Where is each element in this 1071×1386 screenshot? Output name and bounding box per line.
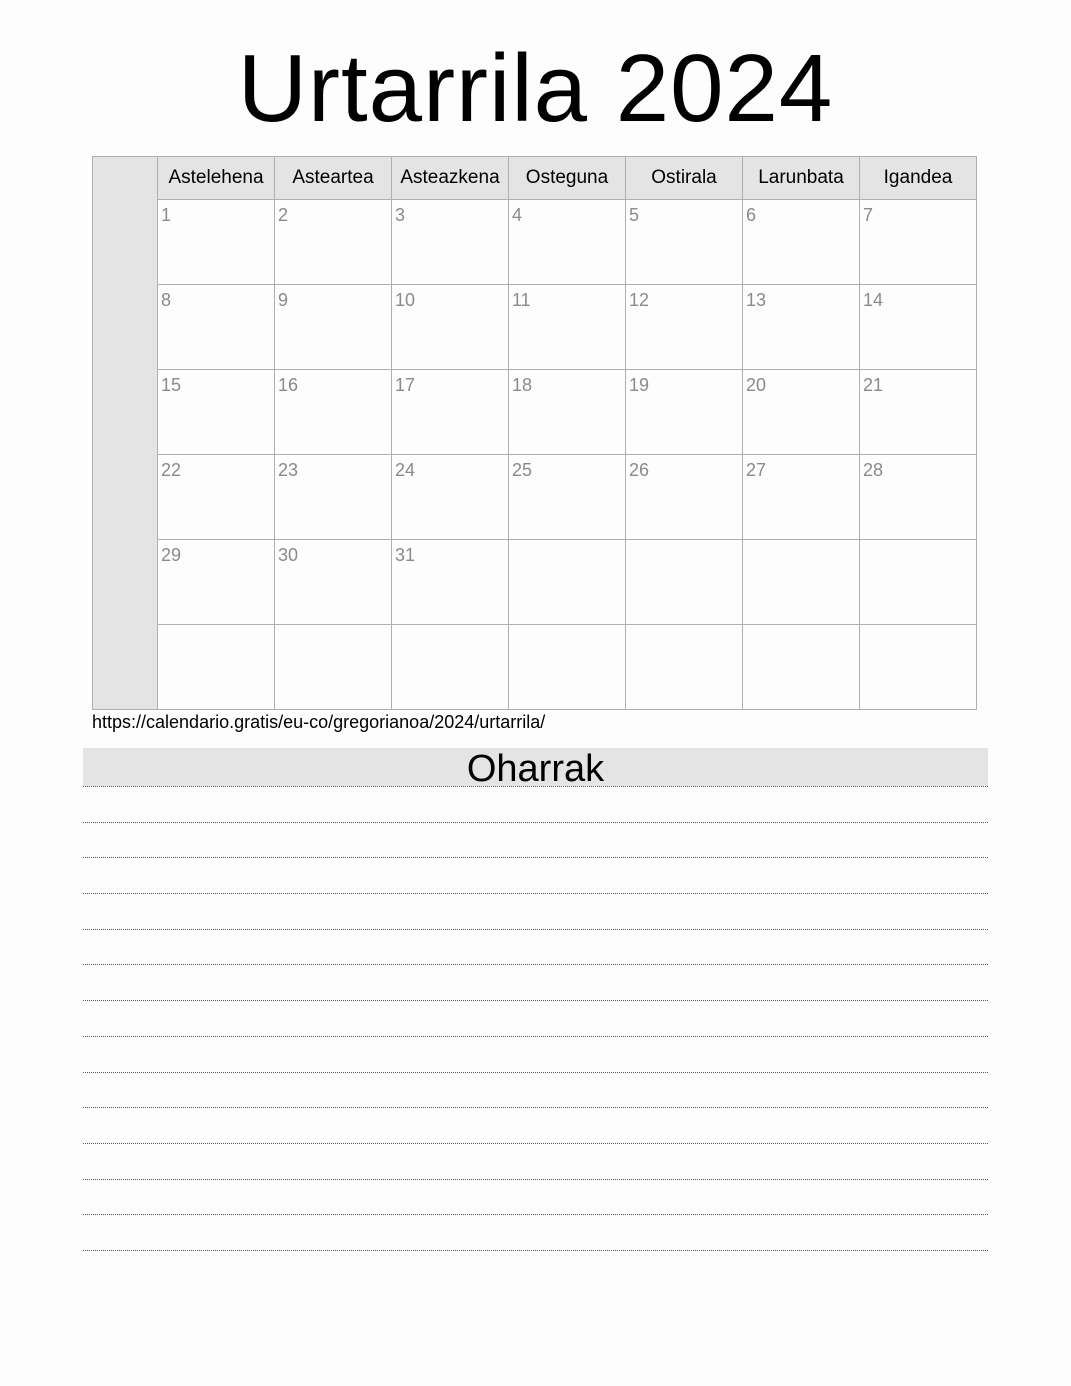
day-cell: [743, 540, 860, 624]
day-number: 31: [395, 545, 416, 565]
day-cell: [626, 285, 743, 369]
weekday-header: Asteazkena: [392, 157, 509, 199]
day-cell: [626, 625, 743, 709]
day-cell: [626, 370, 743, 454]
weekday-header: Igandea: [883, 167, 953, 188]
day-number: 28: [863, 460, 884, 480]
day-cell: [158, 455, 275, 539]
note-line: [83, 1214, 988, 1250]
day-cell: [509, 625, 626, 709]
note-line: [83, 964, 988, 1000]
note-line: [83, 857, 988, 893]
note-line: [83, 1250, 988, 1251]
day-number: 4: [512, 205, 523, 225]
weekday-header-row: [158, 157, 976, 200]
day-cell: [392, 285, 509, 369]
week-row: [158, 625, 976, 709]
day-cell: [158, 625, 275, 709]
day-number: 19: [629, 375, 650, 395]
day-number: 23: [278, 460, 299, 480]
day-number: 24: [395, 460, 416, 480]
note-line: [83, 1000, 988, 1036]
day-number: 25: [512, 460, 533, 480]
day-cell: [860, 285, 976, 369]
day-cell: [158, 370, 275, 454]
day-number: 11: [512, 290, 531, 310]
day-cell: [626, 455, 743, 539]
notes-lines: [83, 786, 988, 1251]
day-cell: [275, 540, 392, 624]
day-cell: [509, 370, 626, 454]
weekday-header: Ostirala: [626, 157, 743, 199]
day-cell: [275, 455, 392, 539]
day-cell: [743, 370, 860, 454]
day-number: 8: [161, 290, 172, 310]
day-number: 6: [746, 205, 757, 225]
day-cell: [392, 455, 509, 539]
day-number: 9: [278, 290, 289, 310]
day-cell: [509, 540, 626, 624]
day-number: 27: [746, 460, 767, 480]
day-cell: [626, 540, 743, 624]
day-number: 2: [278, 205, 289, 225]
week-row: [158, 370, 976, 455]
day-cell: [392, 370, 509, 454]
day-number: 21: [863, 375, 884, 395]
day-cell: [158, 285, 275, 369]
week-row: [158, 455, 976, 540]
weekday-header: Asteartea: [275, 157, 392, 199]
day-cell: [275, 625, 392, 709]
day-cell: [860, 200, 976, 284]
day-cell: [743, 285, 860, 369]
day-cell: [275, 285, 392, 369]
day-number: 22: [161, 460, 182, 480]
day-cell: [509, 200, 626, 284]
note-line: [83, 786, 988, 822]
day-number: 15: [161, 375, 182, 395]
page-title: Urtarrila 2024: [237, 35, 834, 142]
note-line: [83, 1036, 988, 1072]
day-cell: [743, 625, 860, 709]
note-line: [83, 1072, 988, 1108]
day-number: 16: [278, 375, 299, 395]
source-url: https://calendario.gratis/eu-co/gregorianoa/2024/urtarrila/: [92, 712, 546, 732]
calendar-body: [158, 157, 976, 709]
day-cell: [860, 625, 976, 709]
day-cell: [626, 200, 743, 284]
day-cell: [158, 540, 275, 624]
day-cell: [860, 540, 976, 624]
day-cell: [743, 455, 860, 539]
note-line: [83, 893, 988, 929]
weekday-header: Larunbata: [743, 157, 860, 199]
weekday-header: Osteguna: [509, 157, 626, 199]
day-number: 18: [512, 375, 533, 395]
day-cell: [392, 540, 509, 624]
note-line: [83, 1143, 988, 1179]
day-cell: [275, 200, 392, 284]
day-number: 29: [161, 545, 182, 565]
day-cell: [392, 200, 509, 284]
day-number: 26: [629, 460, 650, 480]
note-line: [83, 1179, 988, 1215]
day-number: 3: [395, 205, 406, 225]
day-number: 10: [395, 290, 416, 310]
day-cell: [158, 200, 275, 284]
week-number-column: [93, 157, 158, 709]
week-row: [158, 285, 976, 370]
notes-title: Oharrak: [83, 748, 988, 786]
day-cell: [860, 370, 976, 454]
day-number: 14: [863, 290, 884, 310]
weeks-container: [158, 200, 976, 709]
day-cell: [275, 370, 392, 454]
day-number: 12: [629, 290, 650, 310]
day-cell: [743, 200, 860, 284]
day-number: 1: [161, 205, 172, 225]
note-line: [83, 929, 988, 965]
calendar-grid: [92, 156, 977, 710]
day-number: 5: [629, 205, 640, 225]
note-line: [83, 822, 988, 858]
week-row: [158, 540, 976, 625]
day-cell: [509, 285, 626, 369]
day-number: 20: [746, 375, 767, 395]
weekday-header: Astelehena: [158, 157, 275, 199]
week-row: [158, 200, 976, 285]
day-number: 30: [278, 545, 299, 565]
day-number: 7: [863, 205, 874, 225]
day-cell: [392, 625, 509, 709]
day-number: 17: [395, 375, 416, 395]
day-number: 13: [746, 290, 767, 310]
day-cell: [509, 455, 626, 539]
day-cell: [860, 455, 976, 539]
note-line: [83, 1107, 988, 1143]
